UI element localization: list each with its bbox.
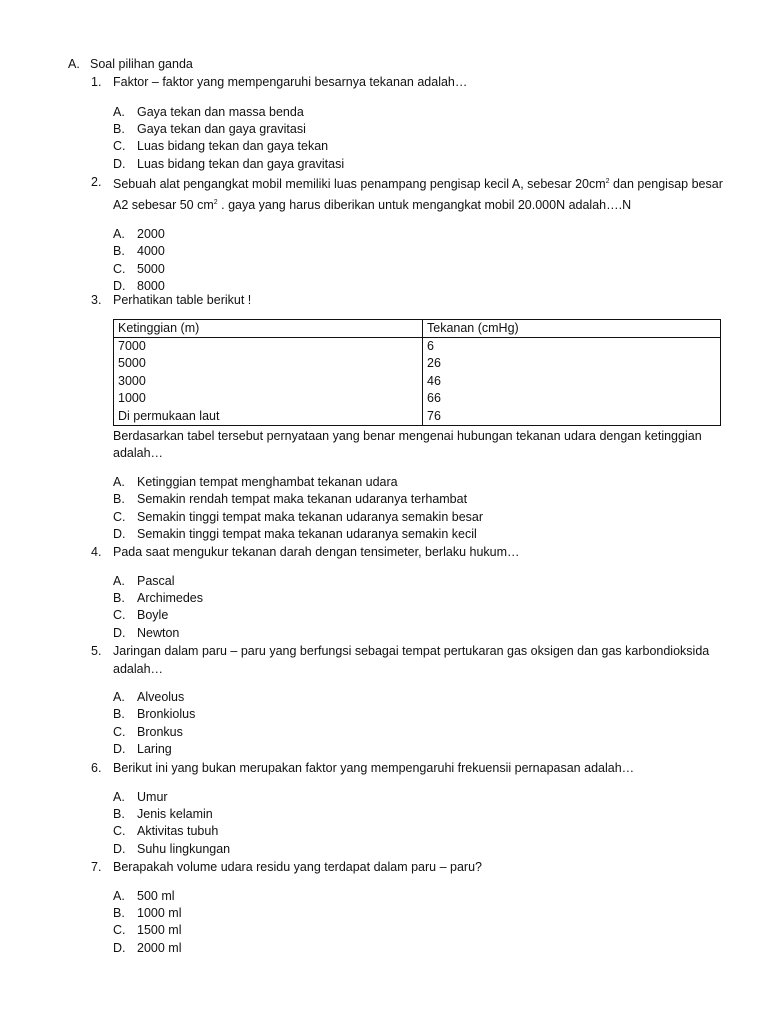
option-list: [113, 226, 731, 296]
option-d: D. Semakin tinggi tempat maka tekanan udaranya semakin kecil: [113, 527, 477, 542]
column-header: Ketinggian (m): [114, 319, 423, 337]
section-letter: A.: [68, 57, 80, 71]
question-text: Berapakah volume udara residu yang terdapat dalam paru – paru?: [113, 860, 482, 874]
question-6: [91, 760, 731, 858]
question-text: Berikut ini yang bukan merupakan faktor yang mempengaruhi frekuensii pernapasan adalah…: [113, 761, 635, 775]
table-row: 7000 6: [114, 337, 721, 355]
question-text: Sebuah alat pengangkat mobil memiliki luas penampang pengisap kecil A, sebesar $20cm^2$ dan pengisap besar A2 sebesar 50 $cm^2$ . gaya yang harus diberikan untuk mengangkat mobil 20.000N adalah….N: [113, 177, 723, 212]
section-heading: [68, 56, 193, 73]
option-d: D. Laring: [113, 742, 172, 757]
option-a: A. Alveolus: [113, 690, 185, 704]
option-d: D. Luas bidang tekan dan gaya gravitasi: [113, 156, 345, 171]
option-list: [113, 789, 731, 859]
option-a: A. 500 ml: [113, 888, 175, 903]
option-b: B. Jenis kelamin: [113, 806, 213, 821]
option-a: A. Ketinggian tempat menghambat tekanan udara: [113, 474, 398, 489]
option-b: B. Semakin rendah tempat maka tekanan udaranya terhambat: [113, 492, 468, 507]
option-c: C. Luas bidang tekan dan gaya tekan: [113, 139, 329, 154]
question-number: 3.: [91, 293, 102, 307]
option-list: [113, 474, 731, 544]
question-4: [91, 544, 731, 642]
table-row: 3000 46: [114, 373, 721, 390]
option-b: B. 1000 ml: [113, 905, 182, 920]
question-number: 7.: [91, 860, 102, 874]
question-1: [91, 74, 731, 173]
question-5: [91, 643, 731, 759]
option-d: D. Newton: [113, 625, 180, 640]
question-number: 1.: [91, 75, 102, 89]
table-row: 1000 66: [114, 390, 721, 407]
option-c: C. Bronkus: [113, 724, 183, 739]
question-number: 4.: [91, 545, 102, 559]
option-d: D. 8000: [113, 279, 165, 294]
option-a: A. 2000: [113, 227, 165, 241]
option-c: C. Boyle: [113, 608, 169, 623]
data-table: [113, 319, 721, 426]
question-7: [91, 859, 731, 957]
option-list: [113, 689, 731, 759]
option-b: B. 4000: [113, 244, 165, 259]
question-3: [91, 292, 731, 544]
option-b: B. Gaya tekan dan gaya gravitasi: [113, 121, 306, 136]
question-text: Perhatikan table berikut !: [113, 293, 252, 307]
option-b: B. Bronkiolus: [113, 707, 196, 722]
question-text: Pada saat mengukur tekanan darah dengan tensimeter, berlaku hukum…: [113, 545, 520, 559]
question-text: Jaringan dalam paru – paru yang berfungsi sebagai tempat pertukaran gas oksigen dan gas karbondioksida adalah…: [113, 644, 710, 676]
option-a: A. Umur: [113, 789, 168, 804]
option-c: C. 5000: [113, 261, 165, 276]
option-c: C. 1500 ml: [113, 923, 182, 938]
question-number: 2.: [91, 175, 102, 189]
option-d: D. Suhu lingkungan: [113, 841, 231, 856]
option-list: [113, 573, 731, 643]
column-header: Tekanan (cmHg): [423, 319, 721, 337]
section-title: Soal pilihan ganda: [90, 57, 193, 71]
question-2: [91, 174, 731, 296]
option-list: [113, 888, 731, 958]
question-number: 5.: [91, 644, 102, 658]
question-followup-text: Berdasarkan tabel tersebut pernyataan yang benar mengenai hubungan tekanan udara dengan ketinggian adalah…: [113, 428, 702, 461]
option-c: C. Semakin tinggi tempat maka tekanan udaranya semakin besar: [113, 509, 484, 524]
table-header-row: [114, 319, 721, 337]
question-text: Faktor – faktor yang mempengaruhi besarnya tekanan adalah…: [113, 75, 468, 89]
table-row: 5000 26: [114, 355, 721, 372]
option-a: A. Gaya tekan dan massa benda: [113, 104, 304, 119]
option-list: [113, 104, 731, 174]
question-number: 6.: [91, 761, 102, 775]
option-c: C. Aktivitas tubuh: [113, 824, 219, 839]
option-a: A. Pascal: [113, 573, 175, 588]
table-row: Di permukaan laut 76: [114, 408, 721, 426]
option-b: B. Archimedes: [113, 590, 203, 605]
option-d: D. 2000 ml: [113, 940, 182, 955]
